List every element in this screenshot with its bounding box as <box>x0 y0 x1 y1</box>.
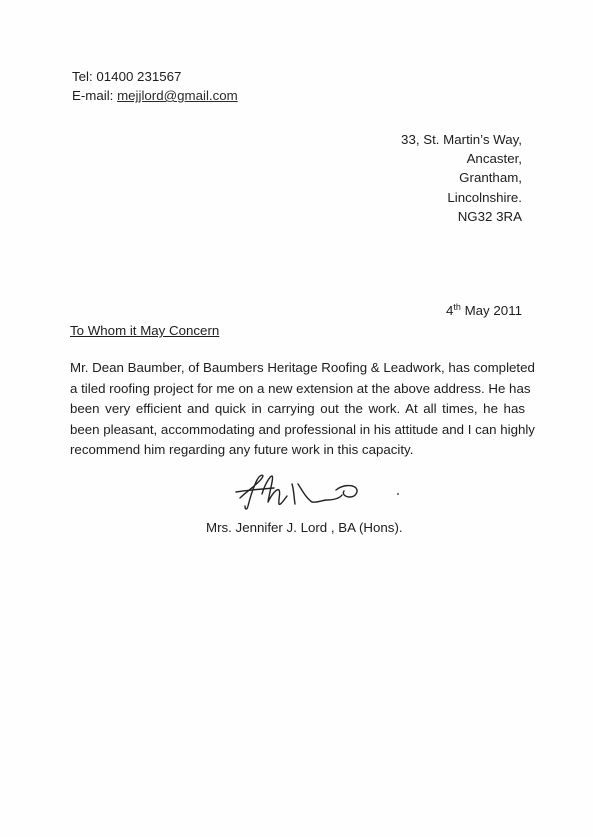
body-line: recommend him regarding any future work in this capacity. <box>70 442 414 457</box>
address-line: Grantham, <box>459 170 522 186</box>
date-rest: May 2011 <box>460 303 522 318</box>
signature-icon <box>232 470 412 514</box>
date-suffix: th <box>453 302 461 312</box>
email-link[interactable]: mejjlord@gmail.com <box>117 88 238 103</box>
body-line: been very efficient and quick in carrying out the work. At all times, he has <box>70 401 525 416</box>
body-line: Mr. Dean Baumber, of Baumbers Heritage Roofing & Leadwork, has completed <box>70 360 535 375</box>
body-line: been pleasant, accommodating and professional in his attitude and I can highly <box>70 421 535 437</box>
address-line: NG32 3RA <box>457 208 522 224</box>
letter-body <box>70 358 535 461</box>
address-line: 33, St. Martin’s Way, <box>401 132 522 147</box>
signer-name: Mrs. Jennifer J. Lord , BA (Hons). <box>206 520 403 535</box>
date-day: 4 <box>445 303 454 318</box>
address-line: Lincolnshire. <box>447 189 522 205</box>
contact-block <box>72 67 238 105</box>
salutation: To Whom it May Concern <box>70 323 220 338</box>
letter-date <box>446 303 522 318</box>
email-line <box>72 86 238 105</box>
telephone: Tel: 01400 231567 <box>72 69 182 84</box>
body-line: a tiled roofing project for me on a new extension at the above address. He has <box>70 380 531 396</box>
sender-address <box>401 130 522 226</box>
address-line: Ancaster, <box>466 151 522 167</box>
email-label: E-mail: <box>72 88 118 103</box>
